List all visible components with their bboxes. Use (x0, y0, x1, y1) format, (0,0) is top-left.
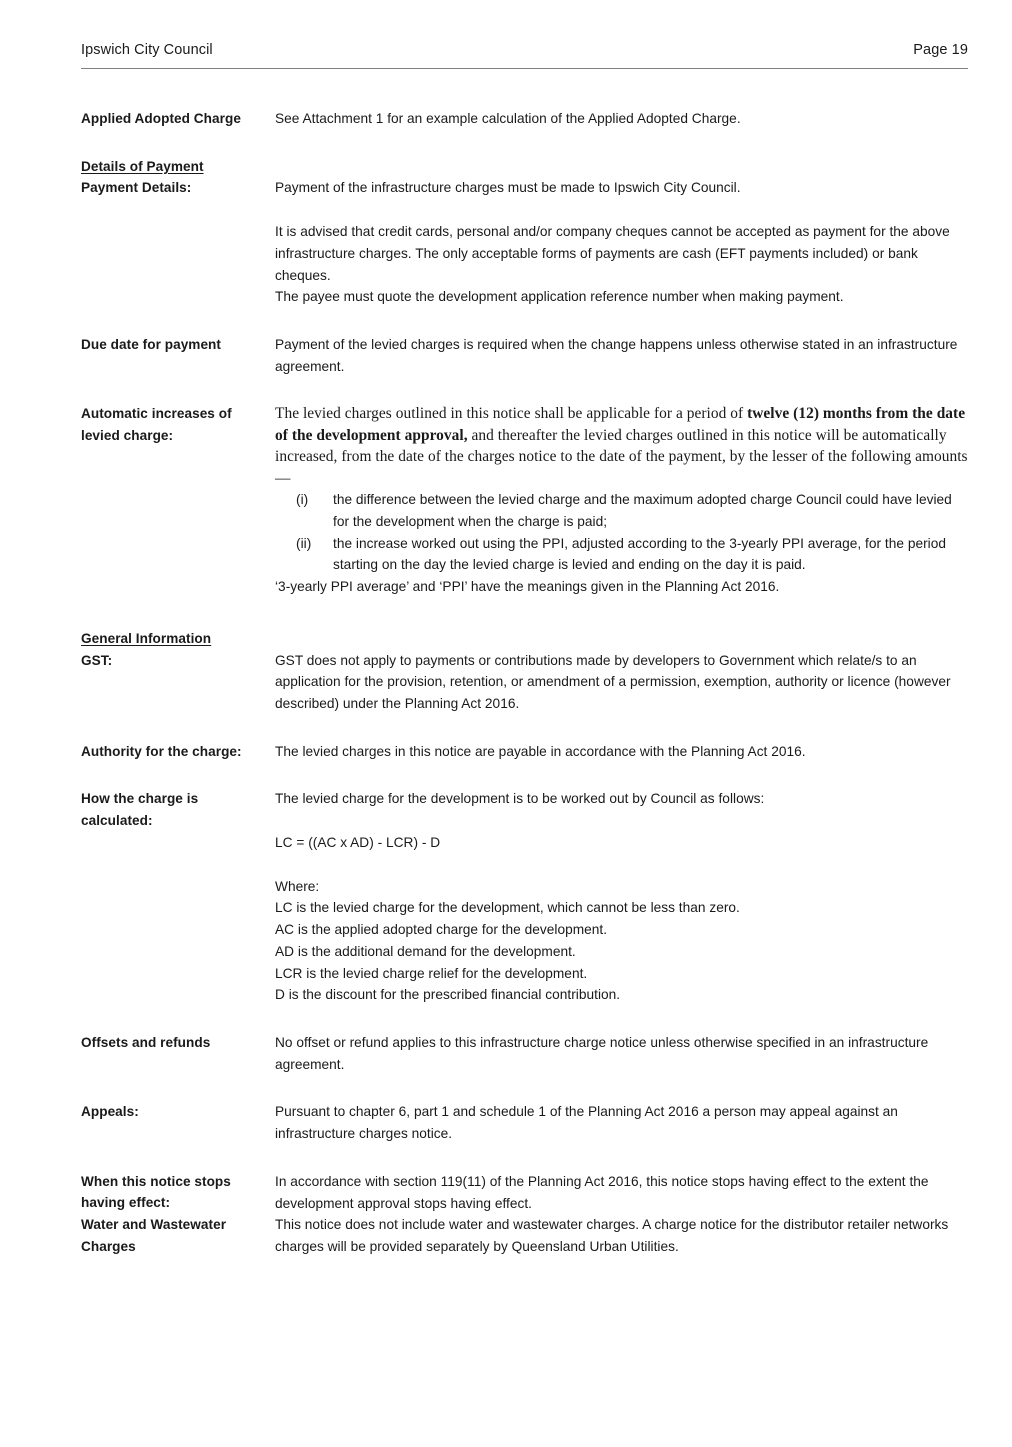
text-water-and-wastewater-charges: This notice does not include water and wastewater charges. A charge notice for the distributor retailer networks charges will be provided separately by Queensland Urban Utilities. (275, 1217, 949, 1254)
payment-details-para-2: It is advised that credit cards, personal and/or company cheques cannot be accepted as payment for the above infrastructure charges. The only acceptable forms of payments are cash (EFT payments included) or bank cheques. (275, 224, 950, 283)
list-item-text: the increase worked out using the PPI, adjusted according to the 3-yearly PPI average, for the period starting on the day the levied charge is levied and ending on the day it is paid. (333, 535, 946, 573)
automatic-increases-paragraph (275, 403, 968, 489)
text-offsets-and-refunds: No offset or refund applies to this infrastructure charge notice unless otherwise specified in an infrastructure agreement. (275, 1034, 929, 1072)
payment-details-para-3: The payee must quote the development application reference number when making payment. (275, 289, 844, 305)
how-calculated-definition: LCR is the levied charge relief for the development. (275, 965, 588, 981)
heading-general-information-filler (275, 628, 968, 650)
label-notice-stops-line-1: When this notice stops (81, 1173, 231, 1189)
spacer (275, 854, 968, 876)
list-item-marker: (i) (296, 492, 309, 508)
section-water-and-wastewater-charges (81, 1214, 968, 1257)
label-authority-for-the-charge: Authority for the charge: (81, 743, 242, 759)
text-due-date-for-payment: Payment of the levied charges is required when the change happens unless otherwise stated in an infrastructure agreement. (275, 336, 958, 374)
automatic-increases-bold-1: twelve (12) months from the date of the development approval, (275, 405, 966, 444)
header-page-number: Page 19 (913, 42, 968, 58)
label-automatic-increases (81, 403, 275, 446)
section-how-calculated (81, 788, 968, 1006)
list-item-marker: (ii) (296, 535, 312, 551)
label-how-calculated-line-2: calculated: (81, 812, 153, 828)
payment-details-para-1: Payment of the infrastructure charges must be made to Ipswich City Council. (275, 180, 741, 196)
spacer (275, 810, 968, 832)
text-appeals: Pursuant to chapter 6, part 1 and schedule 1 of the Planning Act 2016 a person may appeal against an infrastructure charges notice. (275, 1104, 898, 1142)
label-how-calculated-line-1: How the charge is (81, 791, 199, 807)
label-notice-stops-line-2: having effect: (81, 1195, 171, 1211)
spacer (81, 715, 968, 741)
label-automatic-increases-line-1: Automatic increases of (81, 406, 232, 422)
how-calculated-formula: LC = ((AC x AD) - LCR) - D (275, 835, 441, 851)
spacer (81, 762, 968, 788)
section-appeals (81, 1101, 968, 1144)
how-calculated-definition: AC is the applied adopted charge for the development. (275, 922, 608, 938)
how-calculated-intro: The levied charge for the development is to be worked out by Council as follows: (275, 791, 765, 807)
label-gst: GST: (81, 652, 113, 668)
section-offsets-and-refunds (81, 1032, 968, 1075)
spacer (81, 308, 968, 334)
label-how-calculated (81, 788, 275, 831)
text-gst: GST does not apply to payments or contributions made by developers to Government which relate/s to an application for the provision, retention, or amendment of a permission, exemption, authority or licence (however described) under the Planning Act 2016. (275, 652, 951, 711)
label-water-and-wastewater-charges (81, 1214, 275, 1257)
page-header (81, 42, 968, 58)
document-body (81, 108, 968, 1258)
spacer (81, 1075, 968, 1101)
automatic-increases-part-1: The levied charges outlined in this notice shall be applicable for a period of (275, 405, 748, 423)
label-appeals: Appeals: (81, 1104, 139, 1120)
section-authority-for-the-charge (81, 741, 968, 763)
how-calculated-where-label: Where: (275, 878, 320, 894)
text-how-calculated (275, 788, 968, 1006)
text-authority-for-the-charge: The levied charges in this notice are payable in accordance with the Planning Act 2016. (275, 743, 806, 759)
heading-details-of-payment: Details of Payment (81, 158, 204, 174)
section-automatic-increases (81, 403, 968, 598)
label-applied-adopted-charge: Applied Adopted Charge (81, 111, 241, 126)
section-gst (81, 650, 968, 715)
how-calculated-definition: LC is the levied charge for the development, which cannot be less than zero. (275, 900, 740, 916)
heading-details-of-payment-row (81, 156, 968, 178)
section-payment-details (81, 177, 968, 308)
label-offsets-and-refunds: Offsets and refunds (81, 1034, 211, 1050)
section-due-date-for-payment (81, 334, 968, 377)
header-divider (81, 68, 968, 69)
list-item (275, 489, 968, 532)
text-applied-adopted-charge: See Attachment 1 for an example calculation of the Applied Adopted Charge. (275, 111, 741, 126)
label-due-date-for-payment: Due date for payment (81, 336, 221, 352)
automatic-increases-closing: ‘3-yearly PPI average’ and ‘PPI’ have the meanings given in the Planning Act 2016. (275, 579, 780, 595)
heading-details-of-payment-filler (275, 156, 968, 178)
automatic-increases-list (275, 489, 968, 576)
header-organisation: Ipswich City Council (81, 42, 213, 58)
spacer (275, 199, 968, 221)
label-notice-stops-having-effect (81, 1171, 275, 1214)
label-water-wastewater-line-1: Water and Wastewater (81, 1217, 227, 1233)
spacer (81, 377, 968, 403)
heading-general-information: General Information (81, 630, 212, 646)
spacer (81, 1006, 968, 1032)
how-calculated-definition: D is the discount for the prescribed financial contribution. (275, 987, 621, 1003)
list-item-text: the difference between the levied charge and the maximum adopted charge Council could have levied for the development when the charge is paid; (333, 492, 952, 530)
text-notice-stops-having-effect: In accordance with section 119(11) of the Planning Act 2016, this notice stops having effect to the extent the development approval stops having effect. (275, 1173, 929, 1211)
spacer (81, 130, 968, 156)
text-payment-details (275, 177, 968, 308)
section-applied-adopted-charge (81, 108, 968, 130)
automatic-increases-part-2: and thereafter the levied charges outlined in this notice will be automatically increased, from the date of the charges notice to the date of the payment, by the lesser of the following amounts— (275, 426, 968, 487)
label-payment-details: Payment Details: (81, 180, 192, 196)
list-item (275, 533, 968, 576)
how-calculated-definition: AD is the additional demand for the development. (275, 943, 576, 959)
spacer (81, 598, 968, 628)
heading-general-information-row (81, 628, 968, 650)
spacer (81, 1145, 968, 1171)
label-water-wastewater-line-2: Charges (81, 1238, 136, 1254)
section-notice-stops-having-effect (81, 1171, 968, 1214)
label-automatic-increases-line-2: levied charge: (81, 427, 174, 443)
text-automatic-increases (275, 403, 968, 598)
